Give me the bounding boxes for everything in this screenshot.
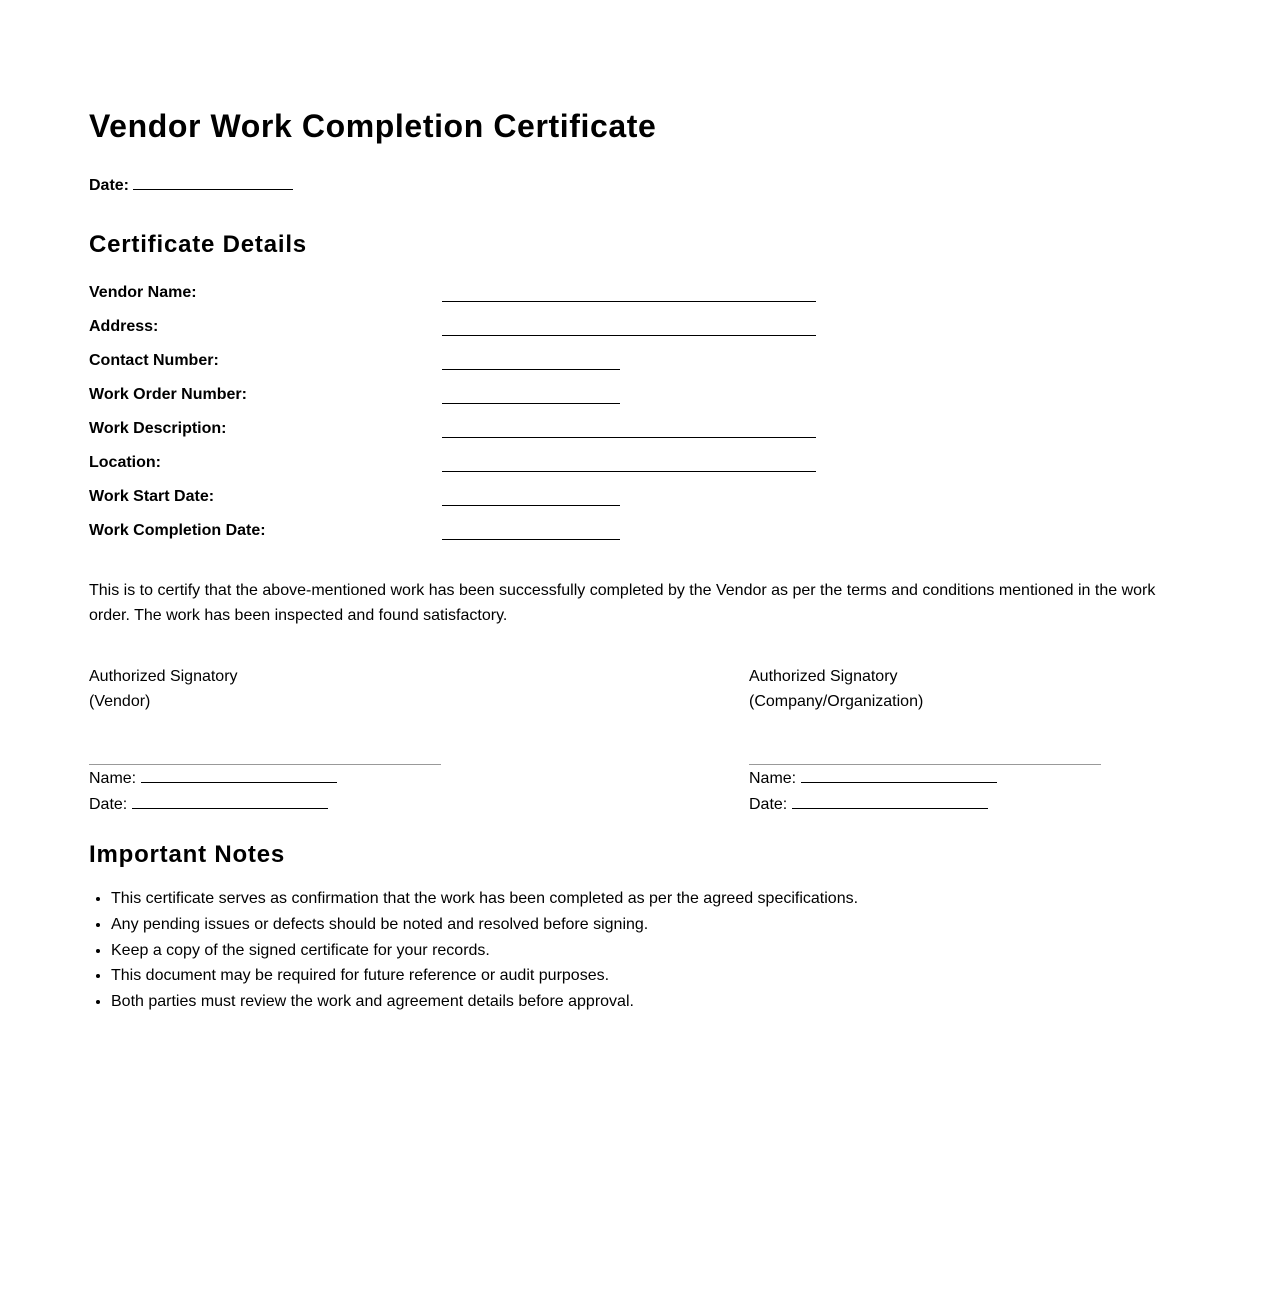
signatory-date-field	[89, 794, 328, 814]
certificate-details-heading: Certificate Details	[89, 231, 307, 258]
field-blank-line	[442, 539, 620, 540]
field-address	[89, 318, 889, 344]
field-blank-line	[442, 505, 620, 506]
list-item: • Both parties must review the work and agreement details before approval.	[111, 989, 858, 1015]
vendor-signature-block	[89, 664, 449, 813]
name-blank-line	[801, 768, 997, 783]
signatory-name-field	[749, 768, 997, 788]
field-label: Work Order Number:	[89, 386, 247, 403]
name-blank-line	[141, 768, 337, 783]
date-label: Date:	[89, 177, 130, 194]
field-vendor-name	[89, 284, 889, 310]
company-signature-block	[749, 664, 1109, 813]
field-work-start-date	[89, 488, 889, 514]
field-label: Location:	[89, 454, 161, 471]
important-notes-heading: Important Notes	[89, 841, 286, 868]
date-blank-line	[133, 175, 293, 190]
date-label: Date:	[89, 796, 128, 813]
field-label: Address:	[89, 318, 159, 335]
field-label: Vendor Name:	[89, 284, 197, 301]
field-location	[89, 454, 889, 480]
signature-line	[89, 764, 441, 765]
date-blank-line	[792, 794, 988, 809]
field-blank-line	[442, 471, 816, 472]
page-title: Vendor Work Completion Certificate	[89, 108, 657, 144]
field-work-completion-date	[89, 522, 889, 548]
date-field	[89, 175, 293, 195]
date-label: Date:	[749, 796, 788, 813]
important-notes-list	[89, 886, 858, 1015]
signatory-party: (Vendor)	[89, 693, 151, 710]
field-blank-line	[442, 437, 816, 438]
signatory-title: Authorized Signatory	[749, 668, 898, 685]
name-label: Name:	[89, 770, 137, 787]
signatory-title: Authorized Signatory	[89, 668, 238, 685]
field-work-order-number	[89, 386, 889, 412]
field-blank-line	[442, 369, 620, 370]
list-item: • Keep a copy of the signed certificate for your records.	[111, 938, 858, 964]
list-item: • This certificate serves as confirmation that the work has been completed as per the agreed specifications.	[111, 886, 858, 912]
field-label: Work Description:	[89, 420, 227, 437]
signatory-date-field	[749, 794, 988, 814]
field-contact-number	[89, 352, 889, 378]
field-blank-line	[442, 403, 620, 404]
field-label: Contact Number:	[89, 352, 219, 369]
field-label: Work Completion Date:	[89, 522, 266, 539]
field-blank-line	[442, 335, 816, 336]
field-blank-line	[442, 301, 816, 302]
date-blank-line	[132, 794, 328, 809]
field-work-description	[89, 420, 889, 446]
list-item: • This document may be required for future reference or audit purposes.	[111, 963, 858, 989]
name-label: Name:	[749, 770, 797, 787]
signature-line	[749, 764, 1101, 765]
list-item: • Any pending issues or defects should be noted and resolved before signing.	[111, 912, 858, 938]
signatory-party: (Company/Organization)	[749, 693, 924, 710]
field-label: Work Start Date:	[89, 488, 215, 505]
certification-statement: This is to certify that the above-mentioned work has been successfully completed by the Vendor as per the terms and conditions mentioned in the work order. The work has been inspected and found satisfactory.	[89, 582, 1156, 624]
signatory-name-field	[89, 768, 337, 788]
